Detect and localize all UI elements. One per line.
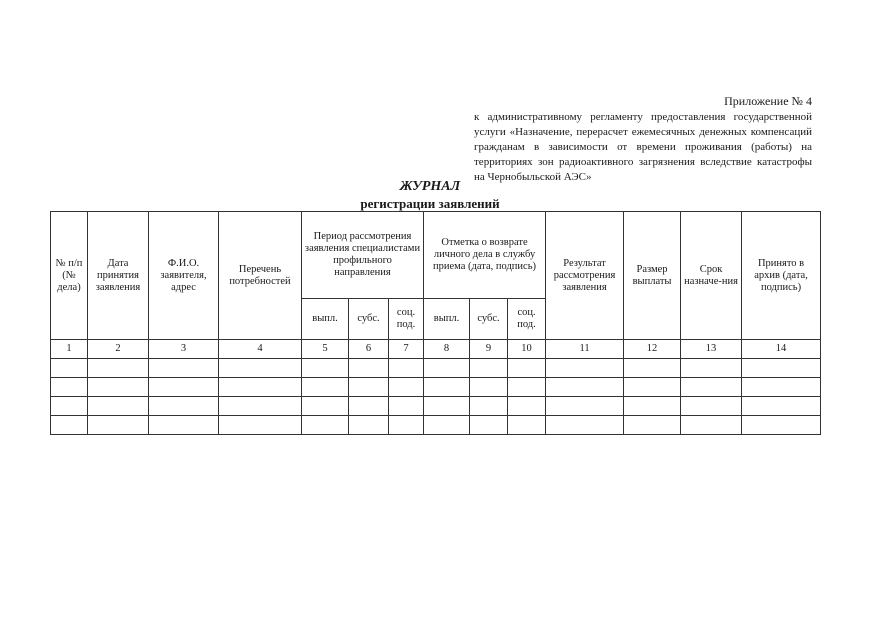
table-cell [149,378,219,397]
header-return: Отметка о возврате личного дела в службу приема (дата, подпись) [424,212,546,299]
column-number: 12 [624,340,681,359]
column-number-row [51,340,821,359]
column-number: 1 [51,340,88,359]
table-cell [742,359,821,378]
table-cell [508,359,546,378]
table-cell [424,397,470,416]
table-cell [389,359,424,378]
empty-rows [51,359,821,435]
column-number: 13 [681,340,742,359]
table-cell [681,359,742,378]
column-number: 2 [88,340,149,359]
table-cell [681,416,742,435]
table-cell [624,359,681,378]
table-cell [424,359,470,378]
table-cell [389,397,424,416]
table-cell [742,416,821,435]
subheader-return-vypl: выпл. [424,299,470,340]
table-cell [546,416,624,435]
header-archive: Принято в архив (дата, подпись) [742,212,821,340]
header-date: Дата принятия заявления [88,212,149,340]
column-number: 11 [546,340,624,359]
table-cell [219,378,302,397]
column-number: 8 [424,340,470,359]
table-cell [681,378,742,397]
table-cell [470,359,508,378]
journal-title: ЖУРНАЛ [399,179,461,194]
subheader-return-subs: субс. [470,299,508,340]
header-num: № п/п (№ дела) [51,212,88,340]
header-fio: Ф.И.О. заявителя, адрес [149,212,219,340]
column-number: 9 [470,340,508,359]
table-cell [88,416,149,435]
table-cell [219,359,302,378]
table-cell [88,359,149,378]
table-cell [624,397,681,416]
subheader-return-soc: соц. под. [508,299,546,340]
table-cell [349,397,389,416]
table-cell [219,397,302,416]
table-cell [51,359,88,378]
table-cell [681,397,742,416]
table-cell [88,378,149,397]
table-cell [349,416,389,435]
column-number: 4 [219,340,302,359]
annex-text: к административному регламенту предоставления государственной услуги «Назначение, перерасчет ежемесячных денежных компенсаций гражданам в зависимости от времени проживания (работы) на территориях зон радиоактивного загрязнения вследствие катастрофы на Чернобыльской АЭС» [474,111,812,183]
column-number: 14 [742,340,821,359]
column-number: 5 [302,340,349,359]
header-term: Срок назначе-ния [681,212,742,340]
header-amount: Размер выплаты [624,212,681,340]
table-cell [51,378,88,397]
table-cell [302,359,349,378]
table-cell [508,397,546,416]
subheader-period-soc: соц. под. [389,299,424,340]
table-cell [546,397,624,416]
column-number: 7 [389,340,424,359]
table-cell [389,416,424,435]
subheader-period-subs: субс. [349,299,389,340]
table-cell [470,378,508,397]
table-cell [51,397,88,416]
table-cell [302,378,349,397]
column-number: 10 [508,340,546,359]
table-cell [624,416,681,435]
table-cell [508,416,546,435]
column-number: 6 [349,340,389,359]
annex-title: Приложение № 4 [724,94,812,108]
header-period: Период рассмотрения заявления специалистами профильного направления [302,212,424,299]
column-number: 3 [149,340,219,359]
header-needs: Перечень потребностей [219,212,302,340]
table-cell [219,416,302,435]
table-cell [546,378,624,397]
table-cell [302,416,349,435]
table-cell [742,378,821,397]
table-row [51,416,821,435]
table-cell [149,397,219,416]
table-cell [508,378,546,397]
table-cell [742,397,821,416]
registration-table [50,211,821,435]
journal-subtitle: регистрации заявлений [360,196,500,211]
table-cell [470,416,508,435]
table-cell [424,416,470,435]
table-row [51,359,821,378]
table-cell [149,359,219,378]
table-cell [546,359,624,378]
table-cell [88,397,149,416]
table-cell [349,359,389,378]
table-row [51,397,821,416]
table-row [51,378,821,397]
table-cell [302,397,349,416]
table-cell [424,378,470,397]
table-cell [389,378,424,397]
table-cell [149,416,219,435]
table-cell [470,397,508,416]
subheader-period-vypl: выпл. [302,299,349,340]
table-cell [51,416,88,435]
table-cell [349,378,389,397]
header-result: Результат рассмотрения заявления [546,212,624,340]
table-cell [624,378,681,397]
